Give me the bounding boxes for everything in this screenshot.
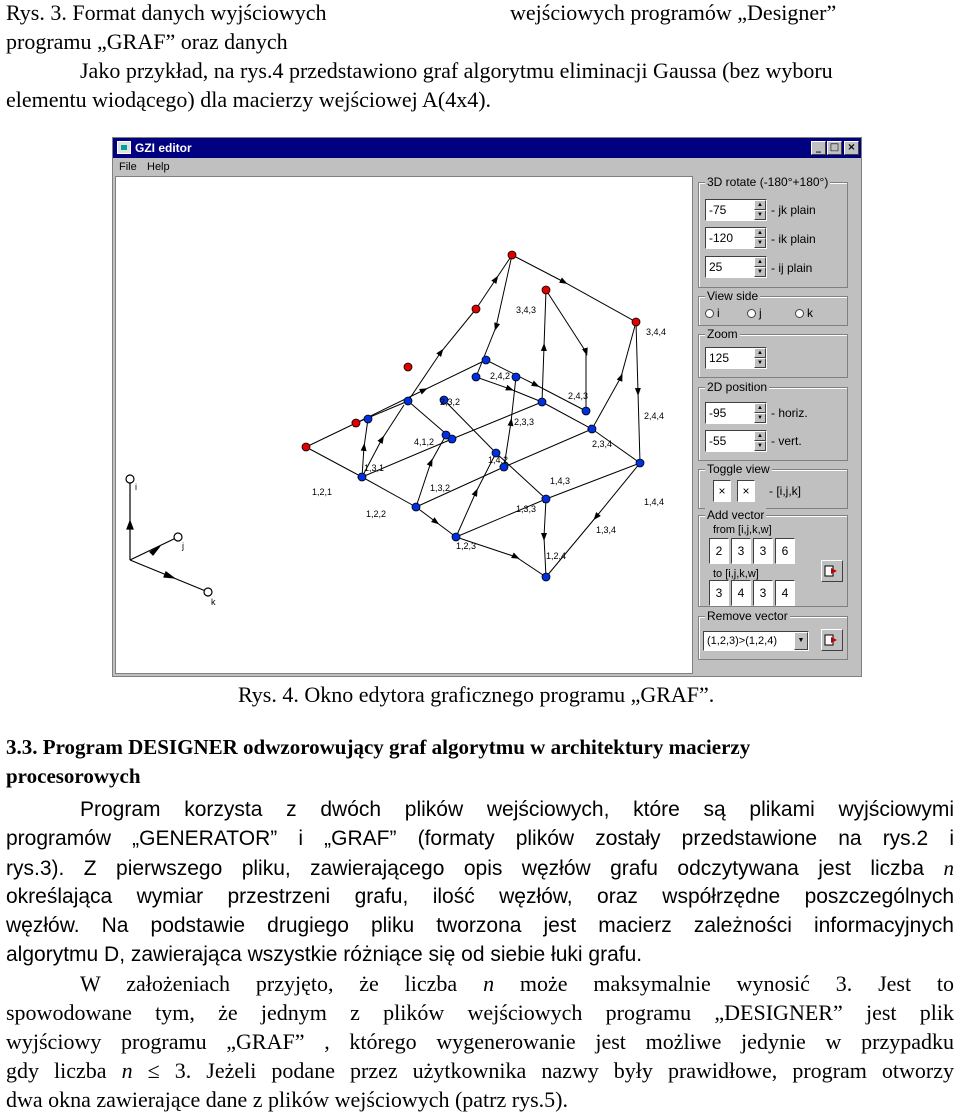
add-arrow-icon xyxy=(822,561,842,581)
axis-i-end xyxy=(126,475,134,483)
node-red[interactable] xyxy=(352,419,360,427)
rotate-ik-label: - ik plain xyxy=(771,232,816,246)
node-red[interactable] xyxy=(542,286,550,294)
node-blue[interactable] xyxy=(636,459,644,467)
rotate-jk-input[interactable] xyxy=(705,199,767,221)
axis-label-i: i xyxy=(135,482,137,492)
spin-down-icon[interactable]: ▼ xyxy=(754,413,766,423)
para3-line2: spowodowane tym, że jednym z plików wejściowych programu „DESIGNER” jest plik xyxy=(6,1000,954,1025)
spin-up-icon[interactable]: ▲ xyxy=(754,403,766,413)
zoom-value: 125 xyxy=(709,351,730,365)
variable-n: n xyxy=(483,971,495,996)
remove-vector-group xyxy=(698,609,848,660)
add-vector-button[interactable] xyxy=(821,560,843,582)
para2-line1 xyxy=(6,855,954,882)
spin-down-icon[interactable]: ▼ xyxy=(754,441,766,451)
para2-line3: węzłów. Na podstawie drugiego pliku tworzona jest macierz zależności informacyjnych xyxy=(6,914,954,937)
rotate-ij-input[interactable] xyxy=(705,256,767,278)
section-title-line-2: procesorowych xyxy=(6,764,141,788)
from-w-input[interactable]: 6 xyxy=(775,538,795,564)
node-label: 1,2,2 xyxy=(366,509,387,519)
add-vector-group xyxy=(698,508,848,607)
title-bar[interactable] xyxy=(113,138,861,158)
toggle-label: - [i,j,k] xyxy=(769,484,801,498)
section-title-line-1: 3.3. Program DESIGNER odwzorowujący graf algorytmu w architektury macierzy xyxy=(6,735,751,759)
position-horiz-value: -95 xyxy=(709,406,727,420)
from-i-input[interactable]: 2 xyxy=(709,538,729,564)
position-horiz-input[interactable] xyxy=(705,402,767,424)
zoom-title: Zoom xyxy=(707,327,738,341)
spin-up-icon[interactable]: ▲ xyxy=(754,200,766,210)
para3-line5: dwa okna zawierające dane z plików wejściowych (patrz rys.5). xyxy=(6,1087,568,1112)
node-label: 2,4,2 xyxy=(490,371,511,381)
graph-svg xyxy=(116,177,692,673)
view-side-radio-i[interactable] xyxy=(705,309,714,318)
node-blue[interactable] xyxy=(472,373,480,381)
position-group xyxy=(698,380,848,461)
node-label: 1,4,4 xyxy=(644,497,665,507)
rotate-ij-label: - ij plain xyxy=(771,261,813,275)
menu-help[interactable]: Help xyxy=(147,161,170,173)
para2-line4: algorytmu D, zawierająca wszystkie różniące się od siebie łuki grafu. xyxy=(6,943,643,966)
variable-n: n xyxy=(121,1058,133,1083)
node-label: 1,3,3 xyxy=(516,504,537,514)
rotate-ik-value: -120 xyxy=(709,231,734,245)
node-red[interactable] xyxy=(404,363,412,371)
para3-line4-b: ≤ 3. Jeżeli podane przez użytkownika nazwy były prawidłowe, program otworzy xyxy=(147,1058,954,1083)
node-label: 1,2,1 xyxy=(312,487,333,497)
rotate-jk-value: -75 xyxy=(709,203,727,217)
node-blue[interactable] xyxy=(542,573,550,581)
spin-down-icon[interactable]: ▼ xyxy=(754,238,766,248)
from-j-input[interactable]: 3 xyxy=(731,538,751,564)
para3-line1-b: może maksymalnie wynosić 3. Jest to xyxy=(519,971,954,996)
spin-up-icon[interactable]: ▲ xyxy=(754,348,766,358)
node-blue[interactable] xyxy=(404,397,412,405)
node-label: 1,3,2 xyxy=(430,483,451,493)
zoom-input[interactable] xyxy=(705,347,767,369)
to-w-input[interactable]: 4 xyxy=(775,580,795,606)
spin-up-icon[interactable]: ▲ xyxy=(754,431,766,441)
from-k-input[interactable]: 3 xyxy=(753,538,773,564)
spin-up-icon[interactable]: ▲ xyxy=(754,228,766,238)
node-label: 1,4,3 xyxy=(550,476,571,486)
node-blue[interactable] xyxy=(482,356,490,364)
position-vert-value: -55 xyxy=(709,434,727,448)
axis-label-j: j xyxy=(182,541,184,551)
view-side-radio-j[interactable] xyxy=(747,309,756,318)
axes xyxy=(126,475,212,596)
menu-file[interactable]: File xyxy=(119,161,137,173)
view-side-radio-k[interactable] xyxy=(795,309,804,318)
spin-up-icon[interactable]: ▲ xyxy=(754,257,766,267)
toggle-view-title: Toggle view xyxy=(707,462,770,476)
axis-j-line xyxy=(130,537,178,560)
node-blue[interactable] xyxy=(542,495,550,503)
para1-line2: programów „GENERATOR” i „GRAF” (formaty plików zostały przedstawione na rys.2 i xyxy=(6,827,954,850)
rotate-ik-input[interactable] xyxy=(705,227,767,249)
node-label: 1,3,1 xyxy=(364,463,385,473)
node-label: 2,3,2 xyxy=(440,397,461,407)
remove-vector-value: (1,2,3)>(1,2,4) xyxy=(707,635,778,647)
rotate-group xyxy=(698,175,848,288)
rotate-ij-value: 25 xyxy=(709,260,723,274)
menu-bar xyxy=(113,158,861,176)
position-horiz-label: - horiz. xyxy=(771,406,808,420)
node-label: 3,4,4 xyxy=(646,327,667,337)
node-label: 3,4,3 xyxy=(516,305,537,315)
heading-line-1-right: wejściowych programów „Designer” xyxy=(510,0,837,25)
app-icon xyxy=(117,141,131,154)
para1-line1: Program korzysta z dwóch plików wejściowych, które są plikami wyjściowymi xyxy=(80,798,954,821)
zoom-group xyxy=(698,327,848,378)
graph-canvas[interactable] xyxy=(115,176,693,674)
position-vert-label: - vert. xyxy=(771,434,802,448)
toggle-checkbox-2[interactable]: × xyxy=(737,480,755,502)
para2-line2: określająca wymiar przestrzeni grafu, ilość węzłów, oraz współrzędne poszczególnych xyxy=(6,885,954,908)
node-label: 1,2,3 xyxy=(456,541,477,551)
position-title: 2D position xyxy=(707,380,768,394)
toggle-checkbox-1[interactable]: × xyxy=(713,480,731,502)
node-blue[interactable] xyxy=(412,503,420,511)
graph-nodes xyxy=(302,251,644,581)
from-label: from [i,j,k,w] xyxy=(713,524,772,536)
window-title: GZI editor xyxy=(135,141,192,155)
axis-k-end xyxy=(204,588,212,596)
view-side-label-i: i xyxy=(717,306,720,320)
para3-line4-a: gdy liczba xyxy=(6,1058,107,1083)
node-label: 2,4,3 xyxy=(568,391,589,401)
rotate-jk-label: - jk plain xyxy=(771,203,816,217)
axis-k-arrow xyxy=(164,572,174,578)
intro-line-1: Jako przykład, na rys.4 przedstawiono graf algorytmu eliminacji Gaussa (bez wyboru xyxy=(80,58,833,83)
axis-j-arrow xyxy=(150,546,160,555)
node-label: 4,1,2 xyxy=(414,437,435,447)
view-side-title: View side xyxy=(707,289,759,303)
spin-down-icon[interactable]: ▼ xyxy=(754,267,766,277)
para3-line1 xyxy=(80,971,954,997)
remove-vector-button[interactable] xyxy=(821,629,843,651)
spin-down-icon[interactable]: ▼ xyxy=(754,358,766,368)
node-blue[interactable] xyxy=(452,533,460,541)
node-red[interactable] xyxy=(508,251,516,259)
axis-j-end xyxy=(174,533,182,541)
node-blue[interactable] xyxy=(588,425,596,433)
node-blue[interactable] xyxy=(582,407,590,415)
position-vert-input[interactable] xyxy=(705,430,767,452)
to-k-input[interactable]: 3 xyxy=(753,580,773,606)
rotate-title: 3D rotate (-180°+180°) xyxy=(707,175,829,189)
axis-label-k: k xyxy=(211,597,216,607)
remove-vector-title: Remove vector xyxy=(707,609,788,623)
view-side-label-k: k xyxy=(807,306,813,320)
node-red[interactable] xyxy=(302,443,310,451)
node-label: 1,3,4 xyxy=(596,525,617,535)
node-label: 2,4,4 xyxy=(644,411,665,421)
node-red[interactable] xyxy=(472,305,480,313)
minimize-button[interactable]: _ xyxy=(811,141,826,155)
maximize-button[interactable]: □ xyxy=(827,141,842,155)
intro-line-2: elementu wiodącego) dla macierzy wejściowej A(4x4). xyxy=(6,87,492,112)
control-panel xyxy=(695,176,859,674)
para2-line1-text: rys.3). Z pierwszego pliku, zawierającego opis węzłów grafu odczytywana jest liczba xyxy=(6,857,925,880)
node-label: 1,2,4 xyxy=(546,551,567,561)
remove-vector-select[interactable] xyxy=(703,631,809,651)
to-j-input[interactable]: 4 xyxy=(731,580,751,606)
node-blue[interactable] xyxy=(512,373,520,381)
node-blue[interactable] xyxy=(538,398,546,406)
heading-line-1-left: Rys. 3. Format danych wyjściowych xyxy=(6,0,327,25)
gzi-editor-window xyxy=(112,137,862,677)
view-side-label-j: j xyxy=(759,306,762,320)
remove-arrow-icon xyxy=(822,630,842,650)
node-blue[interactable] xyxy=(364,415,372,423)
close-button[interactable]: × xyxy=(844,141,859,155)
to-label: to [i,j,k,w] xyxy=(713,568,759,580)
node-label: 1,4,2 xyxy=(488,455,509,465)
toggle-view-group xyxy=(698,462,848,509)
spin-down-icon[interactable]: ▼ xyxy=(754,210,766,220)
variable-n: n xyxy=(943,856,954,880)
node-red[interactable] xyxy=(632,318,640,326)
figure-caption: Rys. 4. Okno edytora graficznego programu „GRAF”. xyxy=(238,682,715,707)
view-side-group xyxy=(698,289,848,326)
node-blue[interactable] xyxy=(358,473,366,481)
node-label: 2,3,4 xyxy=(592,439,613,449)
axis-i-arrow xyxy=(127,521,133,529)
heading-line-2: programu „GRAF” oraz danych xyxy=(6,29,288,54)
para3-line3: wyjściowy programu „GRAF” , którego wygenerowanie jest możliwe jedynie w przypadku xyxy=(6,1029,954,1054)
para3-line1-a: W założeniach przyjęto, że liczba xyxy=(80,971,458,996)
add-vector-title: Add vector xyxy=(707,508,765,522)
node-blue[interactable] xyxy=(442,431,450,439)
node-label: 2,3,3 xyxy=(514,417,535,427)
para3-line4 xyxy=(6,1058,954,1084)
graph-edges xyxy=(306,255,640,577)
to-i-input[interactable]: 3 xyxy=(709,580,729,606)
chevron-down-icon[interactable]: ▼ xyxy=(794,632,808,650)
